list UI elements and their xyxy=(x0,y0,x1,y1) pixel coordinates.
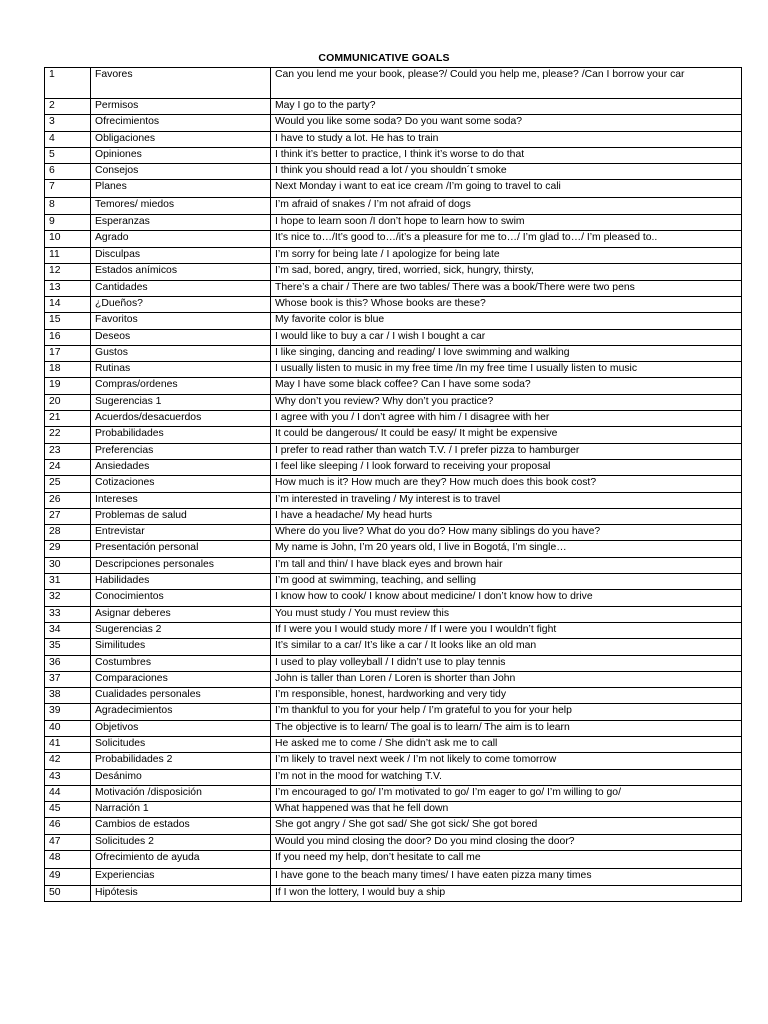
row-number: 23 xyxy=(45,443,91,459)
row-example: I agree with you / I don’t agree with him / I disagree with her xyxy=(271,411,742,427)
table-row xyxy=(45,671,742,687)
row-example: My name is John, I’m 20 years old, I live in Bogotá, I’m single… xyxy=(271,541,742,557)
row-category: Agrado xyxy=(91,231,271,248)
row-category: Cantidades xyxy=(91,280,271,296)
row-example: The objective is to learn/ The goal is to learn/ The aim is to learn xyxy=(271,720,742,736)
row-number: 42 xyxy=(45,753,91,769)
row-category: Narración 1 xyxy=(91,802,271,818)
row-number: 26 xyxy=(45,492,91,508)
row-example: You must study / You must review this xyxy=(271,606,742,622)
table-row xyxy=(45,541,742,557)
row-number: 34 xyxy=(45,622,91,638)
row-category: Disculpas xyxy=(91,248,271,264)
table-row xyxy=(45,476,742,492)
row-example: Why don’t you review? Why don’t you practice? xyxy=(271,394,742,410)
row-number: 24 xyxy=(45,459,91,475)
row-number: 22 xyxy=(45,427,91,443)
table-row xyxy=(45,688,742,704)
row-example: Where do you live? What do you do? How many siblings do you have? xyxy=(271,525,742,541)
table-row xyxy=(45,720,742,736)
table-row xyxy=(45,886,742,902)
row-example: Next Monday i want to eat ice cream /I’m going to travel to cali xyxy=(271,180,742,198)
table-row xyxy=(45,411,742,427)
row-example: I’m not in the mood for watching T.V. xyxy=(271,769,742,785)
row-number: 15 xyxy=(45,313,91,329)
row-example: I’m sorry for being late / I apologize for being late xyxy=(271,248,742,264)
row-number: 19 xyxy=(45,378,91,394)
row-number: 36 xyxy=(45,655,91,671)
row-category: Deseos xyxy=(91,329,271,345)
table-row xyxy=(45,557,742,573)
table-row xyxy=(45,214,742,230)
row-example: Would you like some soda? Do you want some soda? xyxy=(271,115,742,131)
table-row xyxy=(45,459,742,475)
table-row xyxy=(45,869,742,886)
row-number: 18 xyxy=(45,362,91,378)
row-number: 48 xyxy=(45,851,91,869)
row-number: 38 xyxy=(45,688,91,704)
row-number: 2 xyxy=(45,99,91,115)
row-number: 14 xyxy=(45,296,91,312)
row-number: 27 xyxy=(45,508,91,524)
row-category: Presentación personal xyxy=(91,541,271,557)
row-example: She got angry / She got sad/ She got sick/ She got bored xyxy=(271,818,742,834)
row-example: I used to play volleyball / I didn’t use to play tennis xyxy=(271,655,742,671)
row-example: Would you mind closing the door? Do you mind closing the door? xyxy=(271,834,742,850)
document-title: COMMUNICATIVE GOALS xyxy=(318,52,450,64)
row-example: He asked me to come / She didn’t ask me to call xyxy=(271,736,742,752)
row-category: Opiniones xyxy=(91,147,271,163)
row-number: 40 xyxy=(45,720,91,736)
row-number: 12 xyxy=(45,264,91,280)
row-number: 3 xyxy=(45,115,91,131)
row-number: 43 xyxy=(45,769,91,785)
table-row xyxy=(45,280,742,296)
table-row xyxy=(45,508,742,524)
row-number: 32 xyxy=(45,590,91,606)
table-row xyxy=(45,492,742,508)
table-row xyxy=(45,753,742,769)
row-category: Obligaciones xyxy=(91,131,271,147)
row-number: 50 xyxy=(45,886,91,902)
row-category: Solicitudes xyxy=(91,736,271,752)
row-number: 9 xyxy=(45,214,91,230)
row-number: 11 xyxy=(45,248,91,264)
row-example: I hope to learn soon /I don’t hope to learn how to swim xyxy=(271,214,742,230)
table-row xyxy=(45,180,742,198)
row-example: I’m likely to travel next week / I’m not likely to come tomorrow xyxy=(271,753,742,769)
row-category: Habilidades xyxy=(91,574,271,590)
row-category: Consejos xyxy=(91,164,271,180)
row-category: Gustos xyxy=(91,345,271,361)
row-number: 5 xyxy=(45,147,91,163)
row-number: 4 xyxy=(45,131,91,147)
row-number: 46 xyxy=(45,818,91,834)
table-row xyxy=(45,525,742,541)
row-example: I have to study a lot. He has to train xyxy=(271,131,742,147)
row-number: 45 xyxy=(45,802,91,818)
table-row xyxy=(45,639,742,655)
row-number: 20 xyxy=(45,394,91,410)
table-row xyxy=(45,769,742,785)
row-number: 44 xyxy=(45,785,91,801)
table-row xyxy=(45,115,742,131)
row-example: If you need my help, don’t hesitate to call me xyxy=(271,851,742,869)
table-row xyxy=(45,394,742,410)
table-row xyxy=(45,443,742,459)
table-row xyxy=(45,164,742,180)
row-category: Probabilidades 2 xyxy=(91,753,271,769)
table-row xyxy=(45,704,742,720)
row-number: 13 xyxy=(45,280,91,296)
row-category: ¿Dueños? xyxy=(91,296,271,312)
row-example: I have gone to the beach many times/ I have eaten pizza many times xyxy=(271,869,742,886)
row-category: Rutinas xyxy=(91,362,271,378)
row-number: 1 xyxy=(45,68,91,99)
row-category: Intereses xyxy=(91,492,271,508)
row-category: Permisos xyxy=(91,99,271,115)
row-category: Asignar deberes xyxy=(91,606,271,622)
row-category: Estados anímicos xyxy=(91,264,271,280)
table-row xyxy=(45,590,742,606)
row-example: What happened was that he fell down xyxy=(271,802,742,818)
row-number: 16 xyxy=(45,329,91,345)
row-number: 29 xyxy=(45,541,91,557)
row-category: Solicitudes 2 xyxy=(91,834,271,850)
row-example: I’m tall and thin/ I have black eyes and brown hair xyxy=(271,557,742,573)
table-row xyxy=(45,147,742,163)
row-example: I would like to buy a car / I wish I bought a car xyxy=(271,329,742,345)
table-row xyxy=(45,296,742,312)
row-number: 21 xyxy=(45,411,91,427)
row-example: Whose book is this? Whose books are these? xyxy=(271,296,742,312)
row-category: Agradecimientos xyxy=(91,704,271,720)
goals-table-body xyxy=(45,68,742,902)
table-row xyxy=(45,834,742,850)
row-number: 17 xyxy=(45,345,91,361)
row-example: I like singing, dancing and reading/ I love swimming and walking xyxy=(271,345,742,361)
row-example: I’m encouraged to go/ I’m motivated to go/ I’m eager to go/ I’m willing to go/ xyxy=(271,785,742,801)
row-category: Ansiedades xyxy=(91,459,271,475)
table-row xyxy=(45,736,742,752)
row-number: 37 xyxy=(45,671,91,687)
table-row xyxy=(45,198,742,214)
row-category: Experiencias xyxy=(91,869,271,886)
row-category: Sugerencias 2 xyxy=(91,622,271,638)
row-number: 8 xyxy=(45,198,91,214)
table-row xyxy=(45,264,742,280)
row-category: Cotizaciones xyxy=(91,476,271,492)
row-example: I’m sad, bored, angry, tired, worried, sick, hungry, thirsty, xyxy=(271,264,742,280)
row-example: I’m thankful to you for your help / I’m grateful to you for your help xyxy=(271,704,742,720)
row-example: I have a headache/ My head hurts xyxy=(271,508,742,524)
row-number: 10 xyxy=(45,231,91,248)
row-example: If I won the lottery, I would buy a ship xyxy=(271,886,742,902)
row-example: It could be dangerous/ It could be easy/ It might be expensive xyxy=(271,427,742,443)
row-example: I feel like sleeping / I look forward to receiving your proposal xyxy=(271,459,742,475)
table-row xyxy=(45,99,742,115)
row-number: 30 xyxy=(45,557,91,573)
row-example: John is taller than Loren / Loren is shorter than John xyxy=(271,671,742,687)
row-category: Objetivos xyxy=(91,720,271,736)
row-example: I’m responsible, honest, hardworking and very tidy xyxy=(271,688,742,704)
row-example: It’s nice to…/It’s good to…/it’s a pleasure for me to…/ I’m glad to…/ I’m pleased to.. xyxy=(271,231,742,248)
row-example: My favorite color is blue xyxy=(271,313,742,329)
row-category: Ofrecimiento de ayuda xyxy=(91,851,271,869)
row-example: May I go to the party? xyxy=(271,99,742,115)
row-category: Desánimo xyxy=(91,769,271,785)
row-number: 28 xyxy=(45,525,91,541)
row-number: 39 xyxy=(45,704,91,720)
table-row xyxy=(45,622,742,638)
table-row xyxy=(45,574,742,590)
table-row xyxy=(45,802,742,818)
row-category: Favoritos xyxy=(91,313,271,329)
row-category: Sugerencias 1 xyxy=(91,394,271,410)
table-row xyxy=(45,818,742,834)
row-category: Similitudes xyxy=(91,639,271,655)
row-category: Acuerdos/desacuerdos xyxy=(91,411,271,427)
row-example: I know how to cook/ I know about medicine/ I don’t know how to drive xyxy=(271,590,742,606)
row-example: I think it’s better to practice, I think it’s worse to do that xyxy=(271,147,742,163)
row-example: I’m interested in traveling / My interest is to travel xyxy=(271,492,742,508)
row-category: Probabilidades xyxy=(91,427,271,443)
row-number: 41 xyxy=(45,736,91,752)
row-example: I usually listen to music in my free time /In my free time I usually listen to music xyxy=(271,362,742,378)
row-category: Costumbres xyxy=(91,655,271,671)
row-category: Cambios de estados xyxy=(91,818,271,834)
row-category: Planes xyxy=(91,180,271,198)
row-example: Can you lend me your book, please?/ Could you help me, please? /Can I borrow your car xyxy=(271,68,742,99)
row-category: Compras/ordenes xyxy=(91,378,271,394)
row-example: How much is it? How much are they? How much does this book cost? xyxy=(271,476,742,492)
table-row xyxy=(45,68,742,99)
table-row xyxy=(45,362,742,378)
row-category: Ofrecimientos xyxy=(91,115,271,131)
table-row xyxy=(45,131,742,147)
row-example: It’s similar to a car/ It’s like a car / It looks like an old man xyxy=(271,639,742,655)
row-category: Comparaciones xyxy=(91,671,271,687)
table-row xyxy=(45,851,742,869)
table-row xyxy=(45,313,742,329)
row-number: 35 xyxy=(45,639,91,655)
row-number: 47 xyxy=(45,834,91,850)
row-category: Esperanzas xyxy=(91,214,271,230)
row-example: I’m afraid of snakes / I’m not afraid of dogs xyxy=(271,198,742,214)
row-category: Temores/ miedos xyxy=(91,198,271,214)
row-number: 49 xyxy=(45,869,91,886)
table-row xyxy=(45,606,742,622)
table-row xyxy=(45,785,742,801)
row-category: Cualidades personales xyxy=(91,688,271,704)
row-number: 25 xyxy=(45,476,91,492)
row-category: Problemas de salud xyxy=(91,508,271,524)
table-row xyxy=(45,248,742,264)
row-example: If I were you I would study more / If I were you I wouldn’t fight xyxy=(271,622,742,638)
goals-table xyxy=(44,67,742,902)
row-example: I’m good at swimming, teaching, and selling xyxy=(271,574,742,590)
table-row xyxy=(45,655,742,671)
row-number: 33 xyxy=(45,606,91,622)
row-number: 6 xyxy=(45,164,91,180)
row-category: Descripciones personales xyxy=(91,557,271,573)
row-number: 7 xyxy=(45,180,91,198)
row-category: Hipótesis xyxy=(91,886,271,902)
row-example: There’s a chair / There are two tables/ There was a book/There were two pens xyxy=(271,280,742,296)
row-category: Conocimientos xyxy=(91,590,271,606)
row-example: I prefer to read rather than watch T.V. / I prefer pizza to hamburger xyxy=(271,443,742,459)
table-row xyxy=(45,329,742,345)
row-category: Entrevistar xyxy=(91,525,271,541)
table-row xyxy=(45,427,742,443)
table-row xyxy=(45,378,742,394)
table-row xyxy=(45,345,742,361)
row-category: Favores xyxy=(91,68,271,99)
row-example: I think you should read a lot / you shouldn´t smoke xyxy=(271,164,742,180)
row-category: Motivación /disposición xyxy=(91,785,271,801)
table-row xyxy=(45,231,742,248)
row-number: 31 xyxy=(45,574,91,590)
row-example: May I have some black coffee? Can I have some soda? xyxy=(271,378,742,394)
row-category: Preferencias xyxy=(91,443,271,459)
